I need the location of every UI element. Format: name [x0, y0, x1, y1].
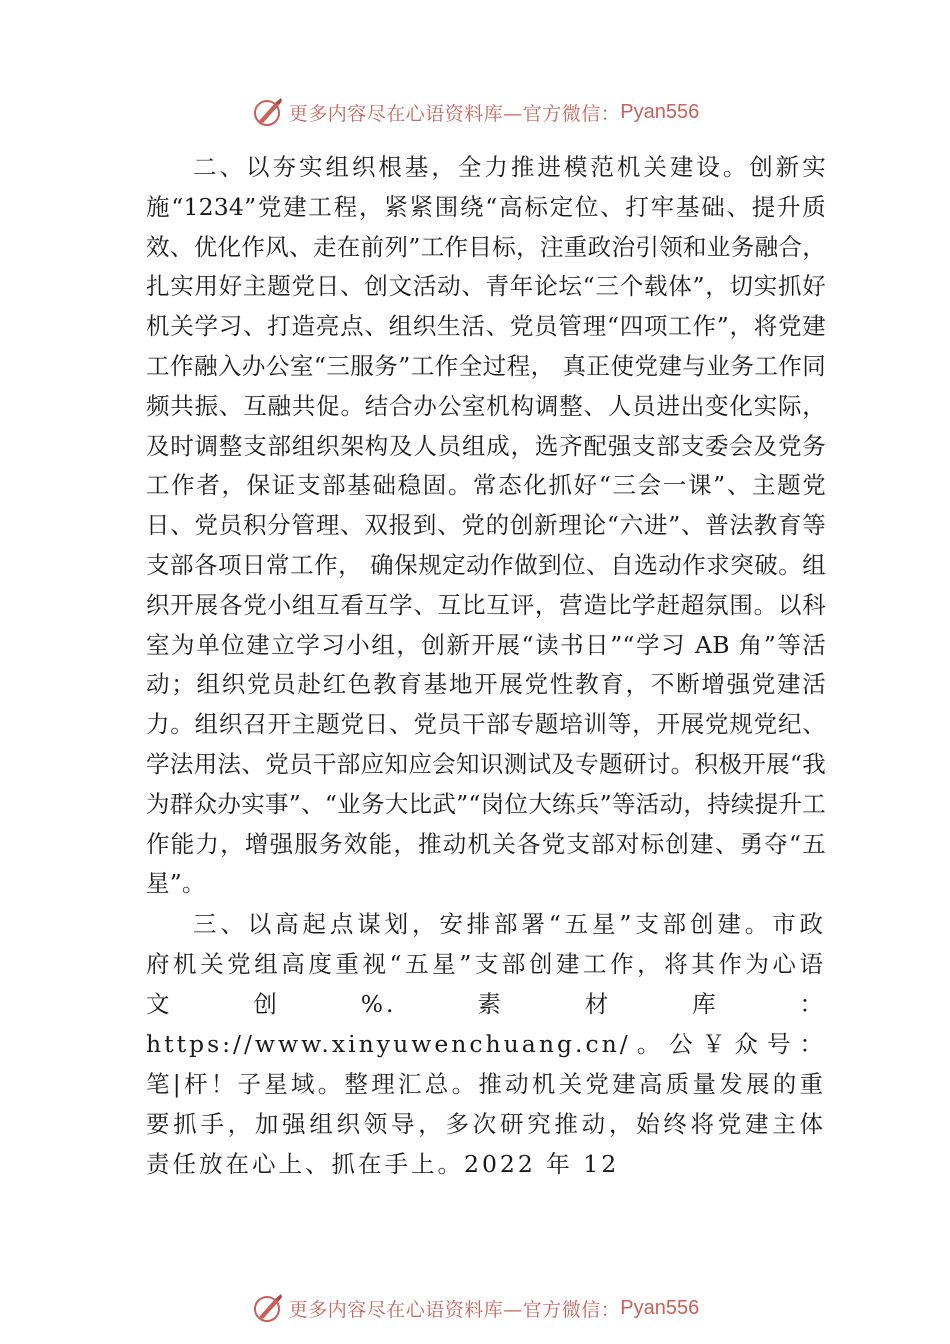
watermark-text: 更多内容尽在心语资料库—官方微信：: [288, 1298, 621, 1321]
pen-logo-icon: [251, 1291, 285, 1325]
watermark-text: 更多内容尽在心语资料库—官方微信：: [288, 102, 621, 125]
pen-logo-icon: [251, 95, 285, 129]
footer-watermark: [0, 1288, 950, 1328]
watermark-wechat-id: Pyan556: [620, 100, 700, 123]
header-watermark: [0, 92, 950, 132]
paragraph-3: 三、以高起点谋划，安排部署“五星”支部创建。市政府机关党组高度重视“五星”支部创建工作，将其作为心语文创%.素材库：https://www.xinyuwenchuang.cn/。公￥众号：笔|杆！子星域。整理汇总。推动机关党建高质量发展的重要抓手，加强组织领导，多次研究推动，始终将党建主体责任放在心上、抓在手上。2022 年 12: [146, 910, 826, 1179]
paragraph-2: 二、以夯实组织根基，全力推进模范机关建设。创新实施“1234”党建工程，紧紧围绕“高标定位、打牢基础、提升质效、优化作风、走在前列”工作目标，注重政治引领和业务融合，扎实用好主题党日、创文活动、青年论坛“三个载体”，切实抓好机关学习、打造亮点、组织生活、党员管理“四项工作”，将党建工作融入办公室“三服务”工作全过程， 真正使党建与业务工作同频共振、互融共促。结合办公室机构调整、人员进出变化实际，及时调整支部组织架构及人员组成，选齐配强支部支委会及党务工作者，保证支部基础稳固。常态化抓好“三会一课”、主题党日、党员积分管理、双报到、党的创新理论“六进”、普法教育等支部各项日常工作， 确保规定动作做到位、自选动作求突破。组织开展各党小组互看互学、互比互评，营造比学赶超氛围。以科室为单位建立学习小组，创新开展“读书日”“学习 AB 角”等活动；组织党员赴红色教育基地开展党性教育，不断增强党建活力。组织召开主题党日、党员干部专题培训等，开展党规党纪、学法用法、党员干部应知应会知识测试及专题研讨。积极开展“我为群众办实事”、“业务大比武”“岗位大练兵”等活动，持续提升工作能力，增强服务效能，推动机关各党支部对标创建、勇夺“五星”。: [146, 153, 826, 898]
watermark-wechat-id: Pyan556: [620, 1296, 700, 1319]
document-body: [146, 148, 826, 1184]
